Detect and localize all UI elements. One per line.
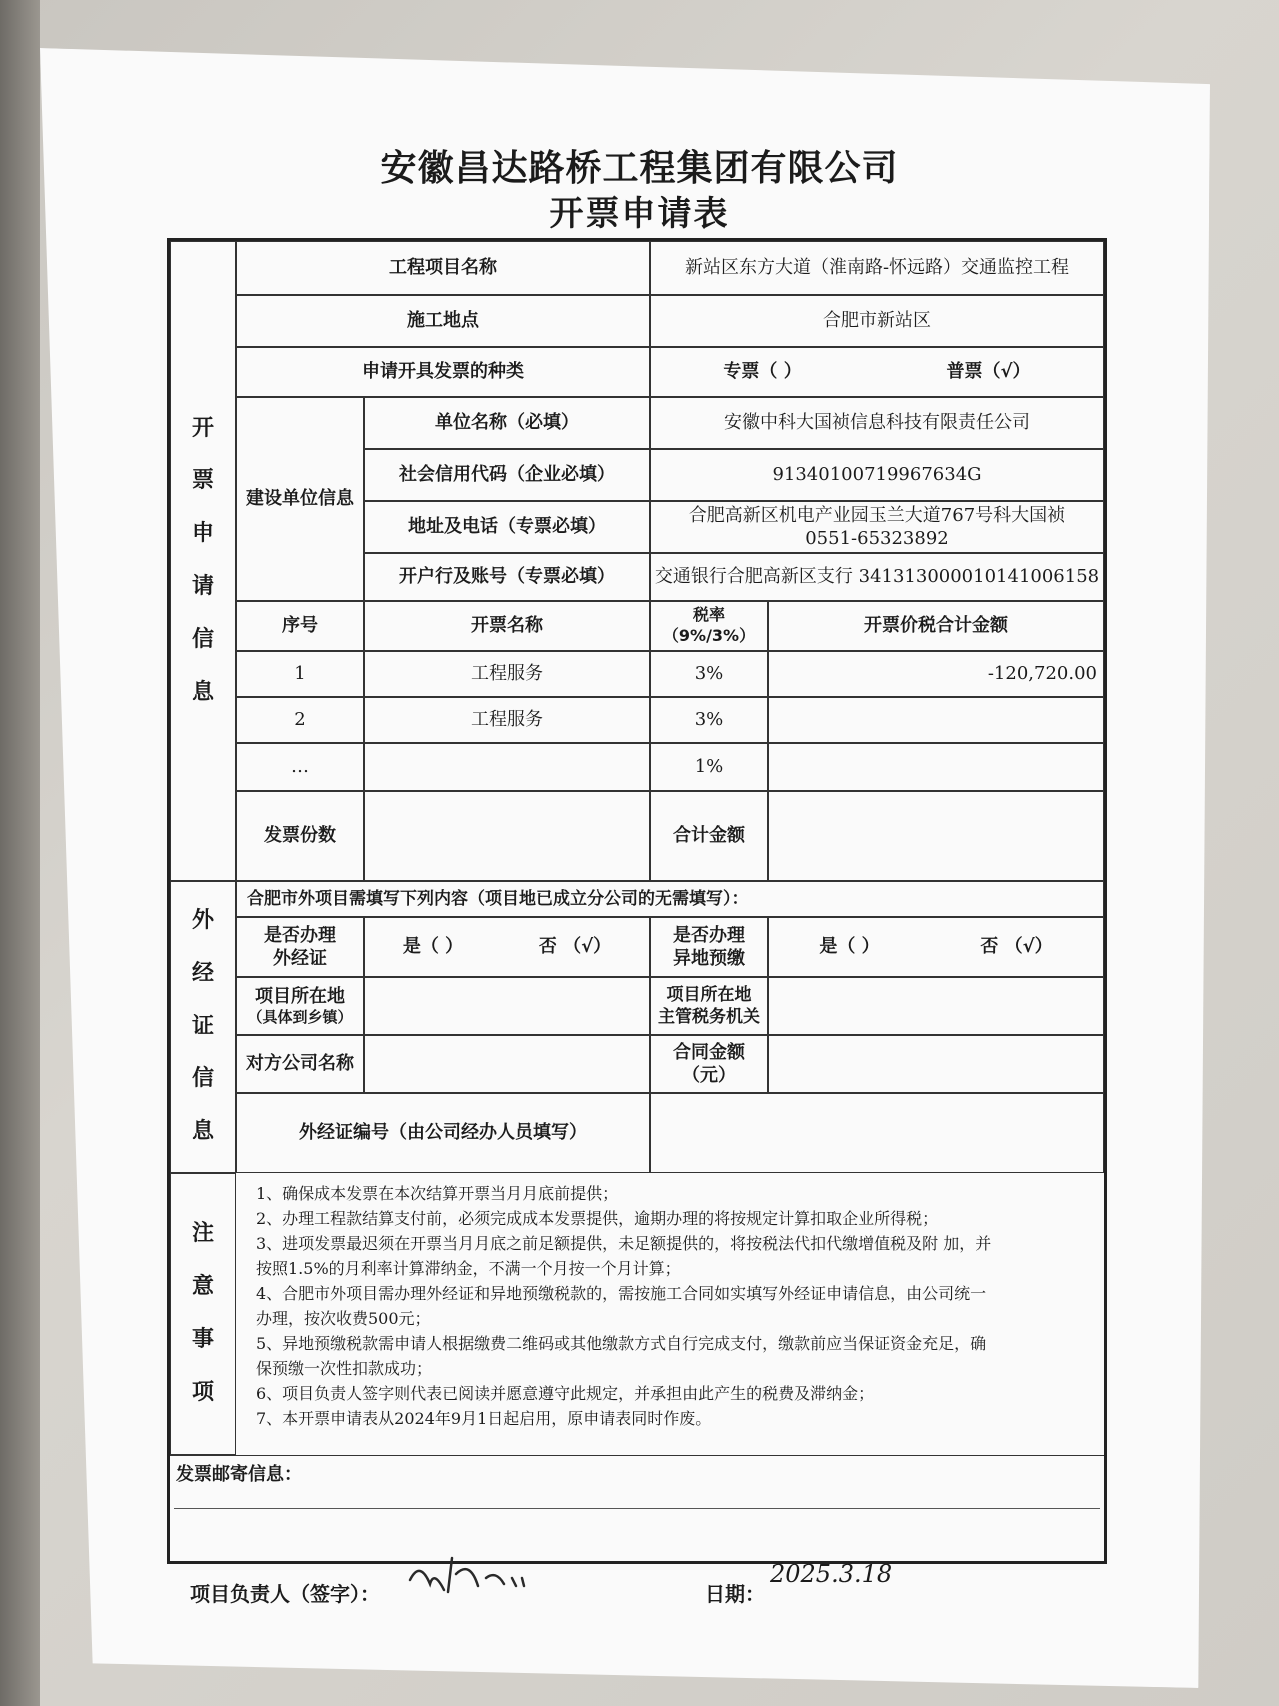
table-row-1-seq: 1: [236, 651, 364, 697]
mailing-info-label: 发票邮寄信息：: [176, 1464, 302, 1485]
ext-cert-label: 是否办理 外经证: [236, 917, 364, 977]
signer-label: 项目负责人（签字）：: [190, 1582, 380, 1606]
section-label-notes: 注 意 事 项: [170, 1173, 236, 1455]
normal-invoice-option: 普票（√）: [946, 361, 1031, 383]
contract-amount-label: 合同金额 （元）: [650, 1035, 768, 1093]
desk-background: [0, 0, 40, 1706]
bank-account-label: 开户行及账号（专票必填）: [364, 553, 650, 601]
section-label-invoice-info: 开 票 申 请 信 息: [170, 241, 236, 881]
note-item: 3、进项发票最迟须在开票当月月底之前足额提供，未足额提供的，将按税法代扣代缴增值税及附 加，并: [256, 1234, 992, 1253]
company-name: 安徽昌达路桥工程集团有限公司: [380, 148, 899, 189]
tax-office-value: [768, 977, 1104, 1035]
unit-name-label: 单位名称（必填）: [364, 397, 650, 449]
contract-amount-value: [768, 1035, 1104, 1093]
ext-cert-yes: 是（ ）: [402, 936, 464, 958]
credit-code-label: 社会信用代码（企业必填）: [364, 449, 650, 501]
note-item: 保预缴一次性扣款成功；: [256, 1359, 433, 1378]
note-item: 办理，按次收费500元；: [256, 1309, 431, 1328]
project-name-value: 新站区东方大道（淮南路-怀远路）交通监控工程: [650, 241, 1104, 295]
table-row-2-name: 工程服务: [364, 697, 650, 743]
items-header-seq: 序号: [236, 601, 364, 651]
site-label: 施工地点: [236, 295, 650, 347]
prepay-label: 是否办理 异地预缴: [650, 917, 768, 977]
project-location-value: [364, 977, 650, 1035]
prepay-options: [768, 917, 1104, 977]
note-item: 1、确保成本发票在本次结算开票当月月底前提供；: [256, 1184, 619, 1203]
address-phone-value: [650, 501, 1104, 553]
location-label-sub: （具体到乡镇）: [247, 1007, 353, 1026]
items-header-tax-rate: 税率（9%/3%）: [650, 601, 768, 651]
phone-value: 0551-65323892: [805, 528, 949, 549]
counterparty-value: [364, 1035, 650, 1093]
note-item: 6、项目负责人签字则代表已阅读并愿意遵守此规定，并承担由此产生的税费及滞纳金；: [256, 1384, 875, 1403]
invoice-application-form: [167, 238, 1107, 1564]
prepay-yes: 是（ ）: [819, 936, 880, 958]
table-row-3-amount: [768, 743, 1104, 791]
builder-info-label: 建设单位信息: [236, 397, 364, 601]
date-label: 日期：: [705, 1582, 765, 1606]
table-row-2-rate: 3%: [650, 697, 768, 743]
items-header-amount: 开票价税合计金额: [768, 601, 1104, 651]
unit-name-value: 安徽中科大国祯信息科技有限责任公司: [650, 397, 1104, 449]
note-item: 2、办理工程款结算支付前，必须完成成本发票提供，逾期办理的将按规定计算扣取企业所得税；: [256, 1209, 939, 1228]
table-row-3-seq: …: [236, 743, 364, 791]
table-row-2-amount: [768, 697, 1104, 743]
table-row-2-seq: 2: [236, 697, 364, 743]
note-item: 7、本开票申请表从2024年9月1日起启用，原申请表同时作废。: [256, 1409, 712, 1428]
table-row-3-name: [364, 743, 650, 791]
table-row-3-rate: 1%: [650, 743, 768, 791]
project-location-label: [236, 977, 364, 1035]
project-name-label: 工程项目名称: [236, 241, 650, 295]
location-label-text: 项目所在地: [255, 985, 345, 1007]
total-amount-label: 合计金额: [650, 791, 768, 881]
table-row-1-name: 工程服务: [364, 651, 650, 697]
site-value: 合肥市新站区: [650, 295, 1104, 347]
table-row-1-amount: -120,720.00: [768, 651, 1104, 697]
section-label-external-cert: 外 经 证 信 息: [170, 881, 236, 1173]
bank-account-value: 交通银行合肥高新区支行 341313000010141006158: [650, 553, 1104, 601]
ext-cert-no: 否 （√）: [538, 936, 612, 958]
date-value: 2025.3.18: [770, 1560, 893, 1588]
invoice-copies-label: 发票份数: [236, 791, 364, 881]
table-row-1-rate: 3%: [650, 651, 768, 697]
note-item: 5、异地预缴税款需申请人根据缴费二维码或其他缴款方式自行完成支付，缴款前应当保证资金充足，确: [256, 1334, 987, 1353]
note-item: 4、合肥市外项目需办理外经证和异地预缴税款的，需按施工合同如实填写外经证申请信息，由公司统一: [256, 1284, 987, 1303]
address-phone-label: 地址及电话（专票必填）: [364, 501, 650, 553]
ext-cert-number-value: [650, 1093, 1104, 1173]
ext-cert-number-label: 外经证编号（由公司经办人员填写）: [236, 1093, 650, 1173]
items-header-name: 开票名称: [364, 601, 650, 651]
mailing-info-line: [174, 1508, 1100, 1509]
total-amount-value: [768, 791, 1104, 881]
address-value: 合肥高新区机电产业园玉兰大道767号科大国祯: [688, 504, 1066, 526]
invoice-type-options: [650, 347, 1104, 397]
invoice-type-label: 申请开具发票的种类: [236, 347, 650, 397]
prepay-no: 否 （√）: [980, 936, 1053, 958]
invoice-copies-value: [364, 791, 650, 881]
form-title: 开票申请表: [549, 194, 730, 234]
external-intro: 合肥市外项目需填写下列内容（项目地已成立分公司的无需填写）：: [236, 881, 1104, 917]
note-item: 按照1.5%的月利率计算滞纳金，不满一个月按一个月计算；: [256, 1259, 681, 1278]
counterparty-label: 对方公司名称: [236, 1035, 364, 1093]
ext-cert-options: [364, 917, 650, 977]
special-invoice-option: 专票（ ）: [723, 361, 802, 383]
notes-list: [256, 1181, 1102, 1431]
tax-office-label: 项目所在地 主管税务机关: [650, 977, 768, 1035]
credit-code-value: 91340100719967634G: [650, 449, 1104, 501]
handwritten-signature: [400, 1540, 530, 1610]
mailing-info: [170, 1455, 1104, 1560]
